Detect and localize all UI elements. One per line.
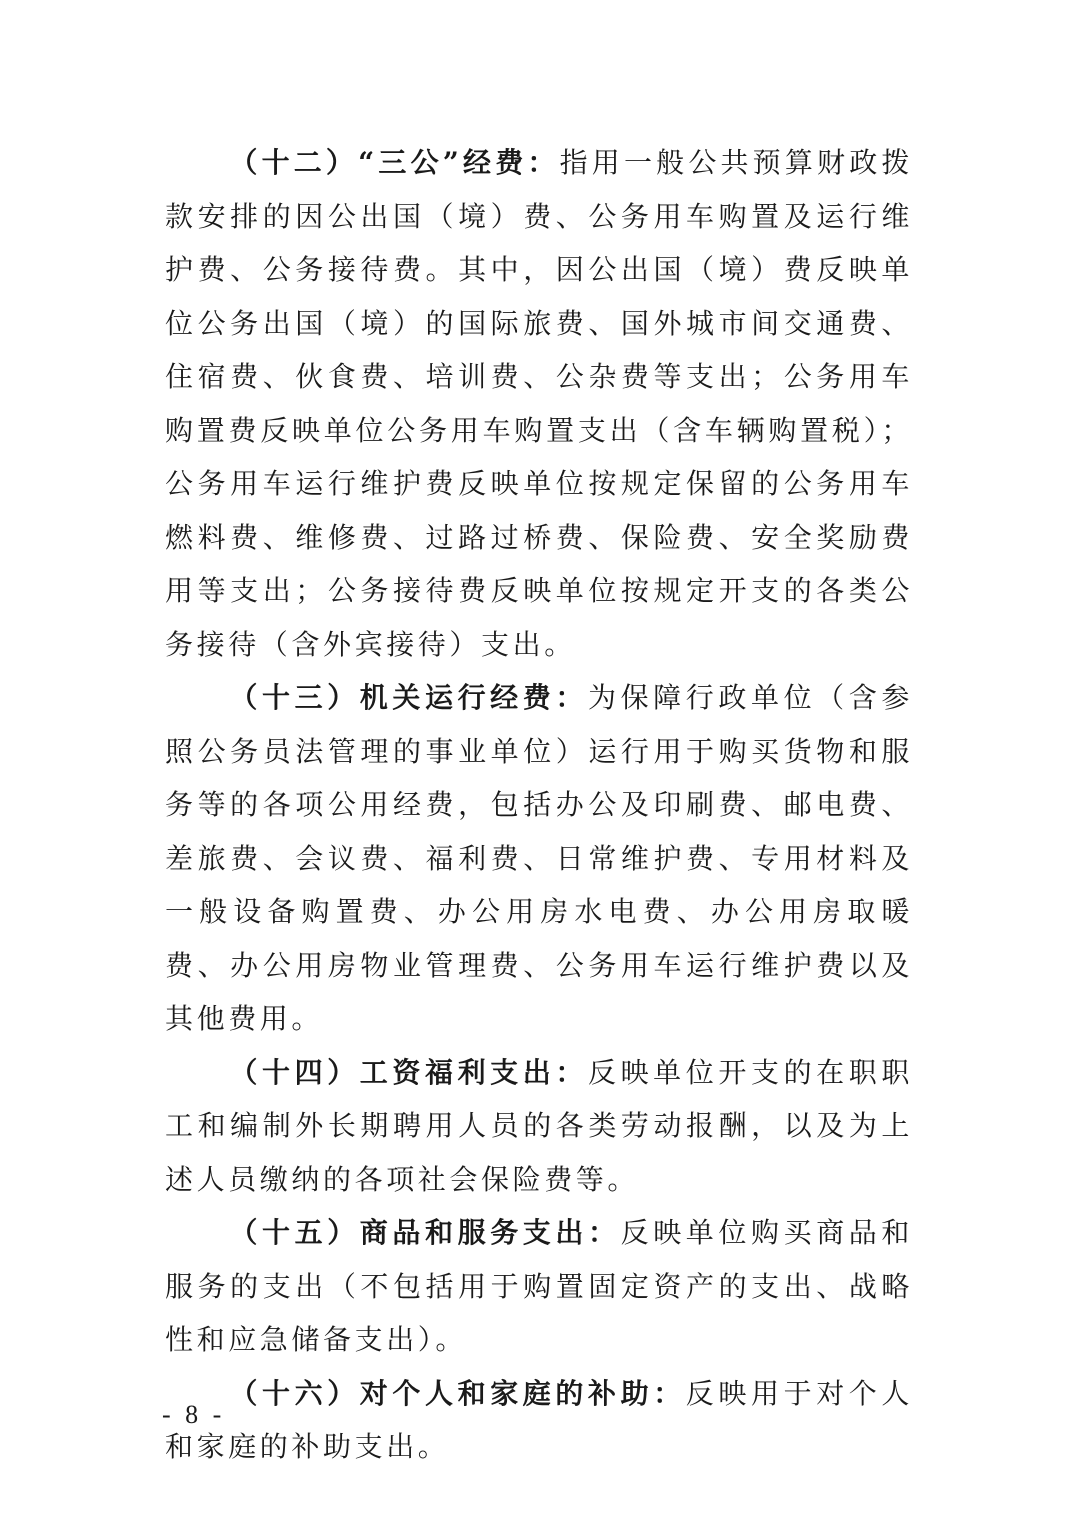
paragraph-text: 反映用于对个人和家庭的补助支出。 — [165, 1376, 913, 1463]
paragraph-three-public-expenses — [165, 136, 913, 671]
paragraph-goods-services — [165, 1206, 913, 1367]
paragraph-text: 指用一般公共预算财政拨款安排的因公出国（境）费、公务用车购置及运行维护费、公务接待费。其中，因公出国（境）费反映单位公务出国（境）的国际旅费、国外城市间交通费、住宿费、伙食费、培训费、公杂费等支出；公务用车购置费反映单位公务用车购置支出（含车辆购置税）；公务用车运行维护费反映单位按规定保留的公务用车燃料费、维修费、过路过桥费、保险费、安全奖励费用等支出；公务接待费反映单位按规定开支的各类公务接待（含外宾接待）支出。 — [165, 146, 913, 661]
paragraph-term: （十二）“三公”经费： — [229, 146, 560, 179]
paragraph-term: （十六）对个人和家庭的补助： — [229, 1376, 686, 1410]
page-number: - 8 - — [162, 1400, 226, 1429]
paragraph-text: 反映单位购买商品和服务的支出（不包括用于购置固定资产的支出、战略性和应急储备支出）。 — [165, 1216, 913, 1356]
paragraph-text: 为保障行政单位（含参照公务员法管理的事业单位）运行用于购买货物和服务等的各项公用经费，包括办公及印刷费、邮电费、差旅费、会议费、福利费、日常维护费、专用材料及一般设备购置费、办公用房水电费、办公用房取暖费、办公用房物业管理费、公务用车运行维护费以及其他费用。 — [165, 681, 913, 1035]
paragraph-text: 反映单位开支的在职职工和编制外长期聘用人员的各类劳动报酬，以及为上述人员缴纳的各项社会保险费等。 — [165, 1055, 913, 1196]
paragraph-wages-welfare — [165, 1046, 913, 1207]
paragraph-household-subsidies — [165, 1367, 913, 1474]
document-body — [165, 136, 913, 1474]
paragraph-term: （十四）工资福利支出： — [229, 1055, 588, 1089]
paragraph-term: （十三）机关运行经费： — [229, 681, 588, 714]
paragraph-agency-operating-expenses — [165, 671, 913, 1046]
paragraph-term: （十五）商品和服务支出： — [229, 1216, 621, 1249]
